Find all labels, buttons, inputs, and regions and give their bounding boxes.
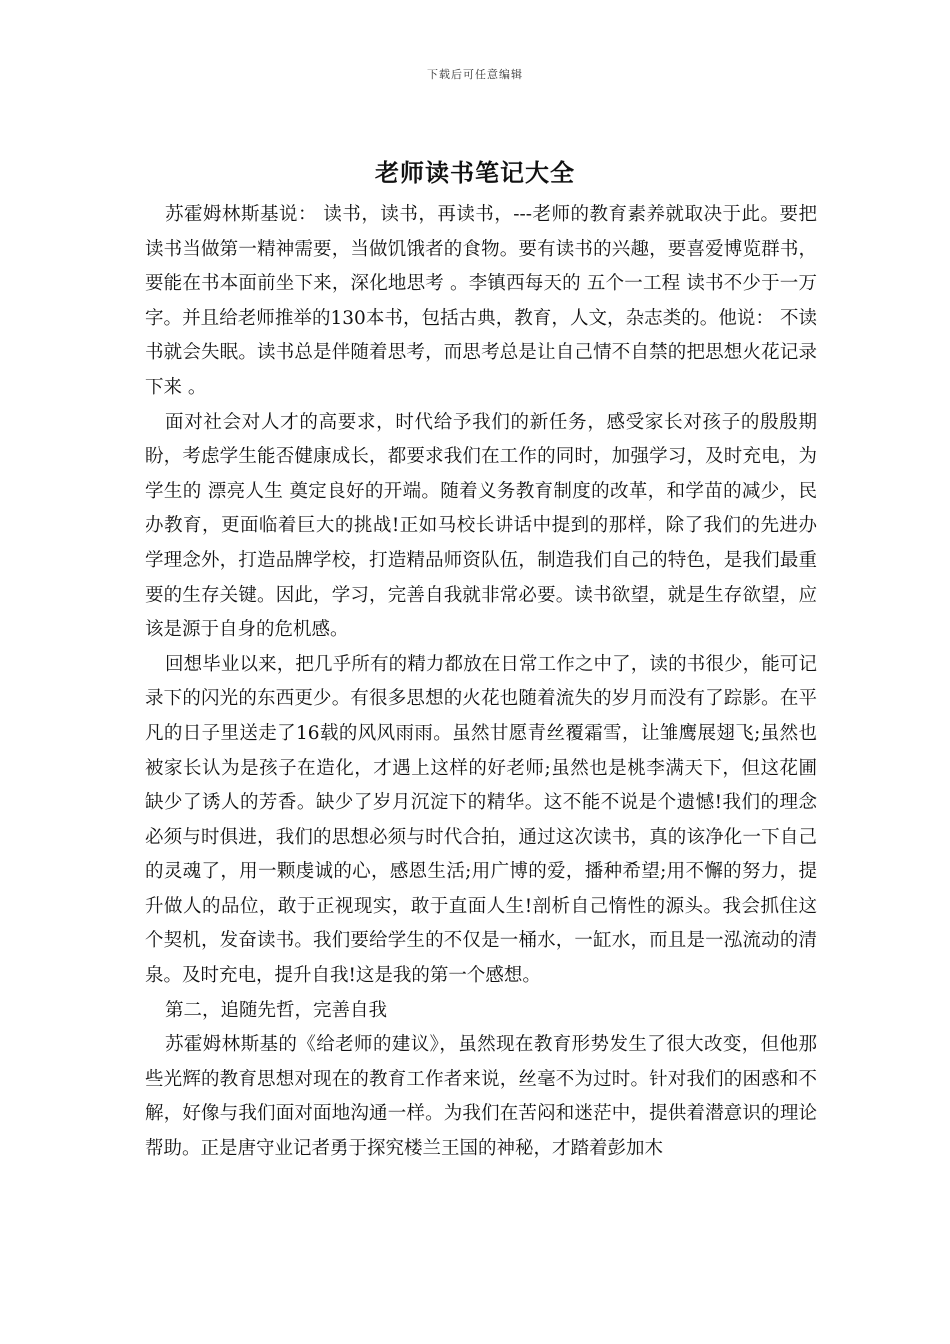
document-body (145, 198, 817, 1167)
section-heading: 第二，追随先哲，完善自我 (165, 999, 388, 1021)
header-note: 下载后可任意编辑 (427, 68, 523, 81)
paragraph-2: 面对社会对人才的高要求，时代给予我们的新任务，感受家长对孩子的殷殷期盼，考虑学生能否健康成长，都要求我们在工作的同时，加强学习，及时充电，为学生的 漂亮人生 奠定良好的开端。随着义务教育制度的改革，和学苗的减少，民办教育，更面临着巨大的挑战!正如马校长讲话中提到的那样，除了我们的先进办学理念外，打造品牌学校，打造精品师资队伍，制造我们自己的特色，是我们最重要的生存关键。因此，学习，完善自我就非常必要。读书欲望，就是生存欲望，应该是源于自身的危机感。 (145, 411, 817, 641)
paragraph-4: 苏霍姆林斯基的《给老师的建议》，虽然现在教育形势发生了很大改变，但他那些光辉的教育思想对现在的教育工作者来说，丝毫不为过时。针对我们的困惑和不解，好像与我们面对面地沟通一样。为我们在苦闷和迷茫中，提供着潜意识的理论帮助。正是唐守业记者勇于探究楼兰王国的神秘，才踏着彭加木 (145, 1034, 817, 1160)
document-title: 老师读书笔记大全 (375, 158, 575, 187)
paragraph-1: 苏霍姆林斯基说： 读书，读书，再读书，---老师的教育素养就取决于此。要把读书当做第一精神需要，当做饥饿者的食物。要有读书的兴趣，要喜爱博览群书，要能在书本面前坐下来，深化地思考 。李镇西每天的 五个一工程 读书不少于一万字。并且给老师推举的130本书，包括古典，教育，人文，杂志类的。他说： 不读书就会失眠。读书总是伴随着思考，而思考总是让自己情不自禁的把思想火花记录下来 。 (145, 204, 817, 398)
paragraph-3: 回想毕业以来，把几乎所有的精力都放在日常工作之中了，读的书很少，能可记录下的闪光的东西更少。有很多思想的火花也随着流失的岁月而没有了踪影。在平凡的日子里送走了16载的风风雨雨。虽然甘愿青丝覆霜雪，让雏鹰展翅飞;虽然也被家长认为是孩子在造化，才遇上这样的好老师;虽然也是桃李满天下，但这花圃缺少了诱人的芳香。缺少了岁月沉淀下的精华。这不能不说是个遗憾!我们的理念必须与时俱进，我们的思想必须与时代合拍，通过这次读书，真的该净化一下自己的灵魂了，用一颗虔诚的心，感恩生活;用广博的爱，播种希望;用不懈的努力，提升做人的品位，敢于正视现实，敢于直面人生!剖析自己惰性的源头。我会抓住这个契机，发奋读书。我们要给学生的不仅是一桶水，一缸水，而且是一泓流动的清泉。及时充电，提升自我!这是我的第一个感想。 (145, 653, 817, 987)
